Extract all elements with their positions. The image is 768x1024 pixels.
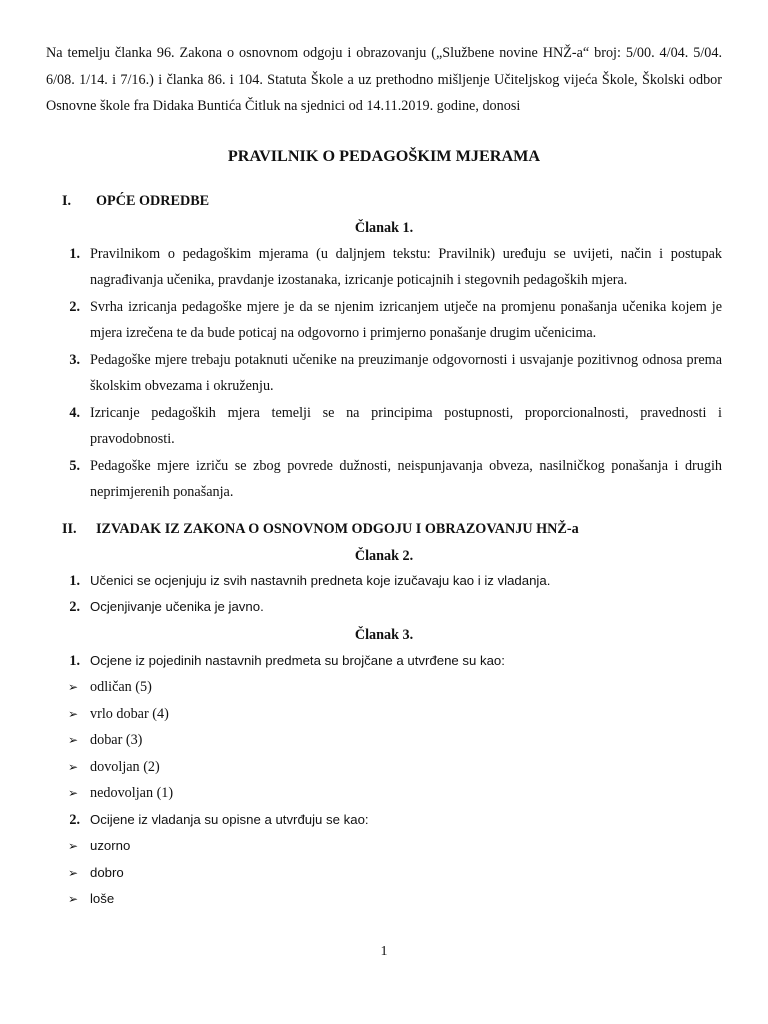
- bullet-text: uzorno: [90, 838, 131, 853]
- section-number: I.: [62, 192, 72, 209]
- list-item: [46, 347, 722, 400]
- arrowhead-bullet-icon: ➢: [68, 759, 79, 774]
- item-number: 2.: [69, 811, 80, 828]
- article-heading: Članak 1.: [354, 219, 414, 236]
- item-text: Učenici se ocjenjuju iz svih nastavnih predneta koje izučavaju kao i iz vladanja.: [90, 572, 551, 588]
- arrowhead-bullet-icon: ➢: [68, 786, 79, 800]
- item-number: 3.: [69, 351, 80, 368]
- bullet-text: odličan (5): [90, 679, 152, 695]
- section-heading-1: [46, 192, 722, 210]
- list-item: [46, 453, 722, 506]
- document-page: [46, 40, 722, 913]
- item-number: 1.: [69, 245, 80, 262]
- arrowhead-bullet-icon: ➢: [68, 892, 79, 906]
- item-text: Ocjenjivanje učenika je javno.: [90, 599, 264, 614]
- list-item: [46, 648, 722, 675]
- document-title: PRAVILNIK O PEDAGOŠKIM MJERAMA: [227, 146, 541, 165]
- arrowhead-bullet-icon: ➢: [68, 680, 79, 694]
- item-text: Pedagoške mjere izriču se zbog povrede dužnosti, neispunjavanja obveza, nasilničkog ponašanja i drugih neprimjerenih ponašanja.: [90, 457, 722, 500]
- conduct-bullet: [46, 833, 722, 860]
- article-2-items: [46, 568, 722, 621]
- arrowhead-bullet-icon: ➢: [68, 733, 79, 747]
- section-title: IZVADAK IZ ZAKONA O OSNOVNOM ODGOJU I OBRAZOVANJU HNŽ-a: [96, 520, 579, 537]
- arrowhead-bullet-icon: ➢: [68, 839, 79, 853]
- list-item: [46, 294, 722, 347]
- conduct-bullet: [46, 886, 722, 913]
- item-number: 1.: [69, 652, 80, 669]
- list-item: [46, 241, 722, 294]
- grade-bullet: [46, 754, 722, 781]
- list-item: [46, 400, 722, 453]
- grade-bullet: [46, 701, 722, 728]
- item-number: 2.: [69, 298, 80, 315]
- article-1-items: [46, 241, 722, 506]
- page-number: 1: [380, 944, 388, 959]
- item-text: Pravilnikom o pedagoškim mjerama (u daljnjem tekstu: Pravilnik) uređuju se uvijeti, način i postupak nagrađivanja učenika, pravdanje izostanaka, izricanje poticajnih i stegovnih pedagoških mjera.: [90, 245, 722, 288]
- section-number: II.: [62, 520, 77, 537]
- bullet-text: vrlo dobar (4): [90, 705, 169, 722]
- item-text: Pedagoške mjere trebaju potaknuti učenike na preuzimanje odgovornosti i usvajanje pozitivnog odnosa prema školskim obvezama i okruženju.: [90, 351, 722, 394]
- item-number: 1.: [69, 572, 80, 589]
- list-item: [46, 807, 722, 834]
- bullet-text: nedovoljan (1): [90, 785, 174, 801]
- bullet-text: dobro: [90, 864, 124, 880]
- bullet-text: dobar (3): [90, 732, 143, 748]
- article-heading: Članak 3.: [354, 626, 414, 643]
- bullet-text: dovoljan (2): [90, 758, 160, 775]
- grade-bullet: [46, 780, 722, 807]
- item-text: Svrha izricanja pedagoške mjere je da se njenim izricanjem utječe na promjenu ponašanja učenika kojem je mjera izrečena te da bude poticaj na odgovorno i primjerno ponašanje drugim učenicima.: [90, 298, 722, 341]
- article-3-items: [46, 648, 722, 913]
- intro-paragraph: Na temelju članka 96. Zakona o osnovnom odgoju i obrazovanju („Službene novine HNŽ-a“ broj: 5/00. 4/04. 5/04. 6/08. 1/14. i 7/16.) i članka 86. i 104. Statuta Škole a uz prethodno mišljenje Učiteljskog vijeća Škole, Školski odbor Osnovne škole fra Didaka Buntića Čitluk na sjednici od 14.11.2019. godine, donosi: [46, 45, 722, 114]
- section-title: OPĆE ODREDBE: [96, 192, 210, 209]
- bullet-text: loše: [90, 891, 115, 906]
- item-number: 5.: [69, 457, 80, 474]
- item-number: 4.: [69, 404, 80, 421]
- item-text: Ocijene iz vladanja su opisne a utvrđuju se kao:: [90, 811, 369, 827]
- arrowhead-bullet-icon: ➢: [68, 865, 79, 880]
- list-item: [46, 568, 722, 595]
- section-heading-2: [46, 520, 722, 538]
- item-text: Ocjene iz pojedinih nastavnih predmeta su brojčane a utvrđene su kao:: [90, 652, 505, 668]
- article-heading: Članak 2.: [354, 547, 414, 564]
- list-item: [46, 594, 722, 621]
- grade-bullet: [46, 674, 722, 701]
- item-text: Izricanje pedagoških mjera temelji se na principima postupnosti, proporcionalnosti, pravednosti i pravodobnosti.: [90, 404, 722, 447]
- item-number: 2.: [69, 599, 80, 615]
- conduct-bullet: [46, 860, 722, 887]
- arrowhead-bullet-icon: ➢: [68, 706, 79, 721]
- grade-bullet: [46, 727, 722, 754]
